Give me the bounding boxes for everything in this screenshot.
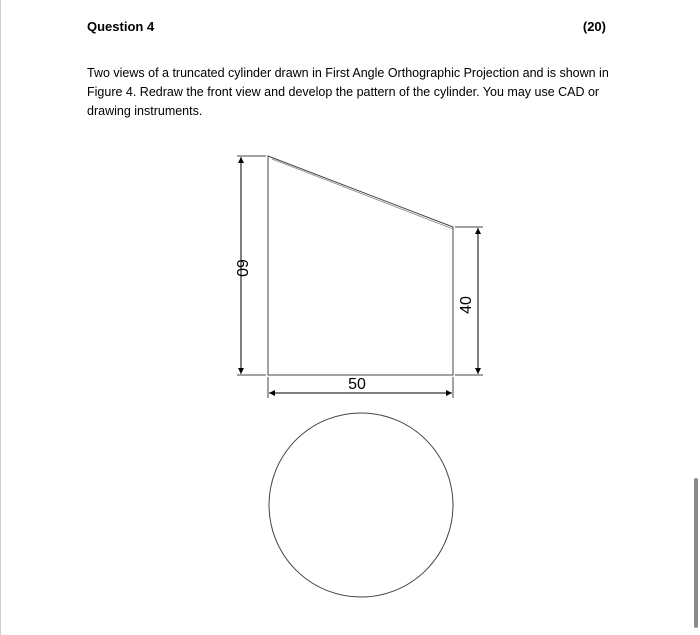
figure-4-drawing — [1, 0, 700, 635]
question-body: Two views of a truncated cylinder drawn in First Angle Orthographic Projection and is shown in Figure 4. Redraw the front view and develop the pattern of the cylinder. You may use CAD or drawing instruments. — [87, 66, 609, 118]
scrollbar[interactable] — [694, 478, 698, 628]
front-view-outline — [268, 156, 453, 375]
dimension-label-40: 40 — [458, 296, 475, 314]
top-view-circle — [269, 413, 453, 597]
front-view-slope-edge — [272, 159, 453, 229]
question-title: Question 4 — [87, 19, 155, 34]
dimension-label-50: 50 — [348, 376, 366, 393]
dimension-label-60: 60 — [233, 259, 250, 277]
question-marks: (20) — [582, 19, 606, 34]
